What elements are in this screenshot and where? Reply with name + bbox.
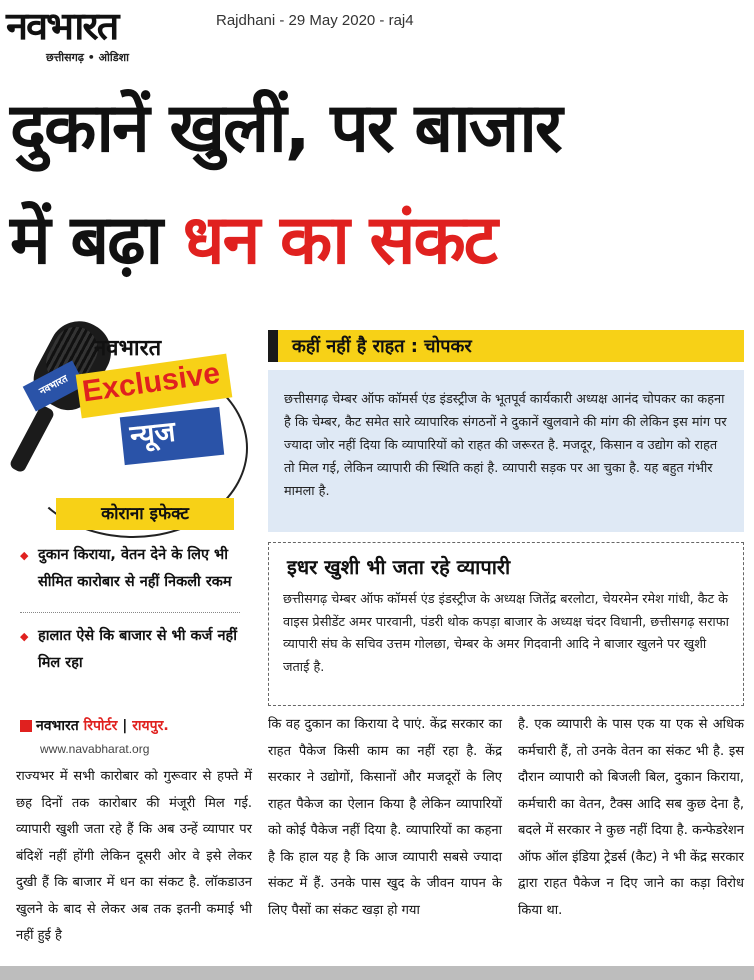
bottom-band <box>0 966 754 980</box>
website-url: www.navabharat.org <box>40 742 150 756</box>
byline-city: रायपुर. <box>132 718 169 734</box>
article-column-2: कि वह दुकान का किराया दे पाएं. केंद्र सरकार का राहत पैकेज किसी काम का नहीं रहा है. केंद्र सरकार ने उद्योगों, किसानों और मजदूरों के लिए राहत पैकेज का ऐलान किया है लेकिन व्यापारियों को कोई पैकेज नहीं दिया है. व्यापारियों का कहना है कि हाल यह है कि आज व्यापारी सबसे ज्यादा संकट में हैं. उनके पास खुद के जीवन यापन के लिए पैसों का संकट खड़ा हो गया <box>268 717 502 918</box>
byline-square-icon <box>20 720 32 732</box>
chopkar-quote-box: छत्तीसगढ़ चेम्बर ऑफ कॉमर्स एंड इंडस्ट्रीज के भूतपूर्व कार्यकारी अध्यक्ष आनंद चोपकर का कहना है कि चेम्बर, कैट समेत सारे व्यापारिक संगठनों ने दुकानें खुलवाने की मांग की लेकिन इस मांग पर ज्यादा जोर नहीं दिया कि व्यापारियों को राहत की जरूरत है. मजदूर, किसान व उद्योग को राहत तो मिल गई, लेकिन व्यापारी की स्थिति कहां है. व्यापारी सड़क पर आ चुका है. यह बहुत गंभीर मामला है. <box>268 370 744 532</box>
headline-line-2 <box>10 200 750 282</box>
newspaper-logo <box>6 4 196 66</box>
bullet-item: ◆ हालात ऐसे कि बाजार से भी कर्ज नहीं मिल रहा <box>20 623 240 677</box>
byline: नवभारत रिपोर्टर | रायपुर. <box>20 716 169 735</box>
article-column-1: राज्यभर में सभी कारोबार को गुरूवार से हफ्ते में छह दिनों तक कारोबार की मंजूरी मिल गई. व्यापारी खुशी जता रहे हैं कि अब उन्हें व्यापार पर बंदिशें नहीं होंगी लेकिन दूसरी ओर वे इसे लेकर दुखी हैं कि बाजार में धन का संकट है. लॉकडाउन खुलने के बाद से लेकर अब तक इतनी कमाई भी नहीं हुई है <box>16 769 252 943</box>
exclusive-word: Exclusive <box>80 356 222 409</box>
headline-line-1: दुकानें खुलीं, पर बाजार <box>10 89 561 168</box>
logo-text: नवभारत <box>6 4 118 48</box>
logo-states: छत्तीसगढ़ • ओडिशा <box>46 51 129 64</box>
article-column-3: है. एक व्यापारी के पास एक या एक से अधिक कर्मचारी हैं, तो उनके वेतन का संकट भी है. इस दौरान व्यापारी को बिजली बिल, दुकान किराया, कर्मचारी का वेतन, टैक्स आदि सब कुछ देना है, बदले में सरकार ने कुछ नहीं दिया है. कन्फेडरेशन ऑफ ऑल इंडिया ट्रेडर्स (कैट) ने भी केंद्र सरकार द्वारा राहत पैकेज न दिए जाने का कड़ा विरोध किया था. <box>518 717 744 918</box>
khushi-title: इधर खुशी भी जता रहे व्यापारी <box>287 555 511 579</box>
chopkar-header <box>268 330 744 362</box>
khushi-body: छत्तीसगढ़ चेम्बर ऑफ कॉमर्स एंड इंडस्ट्रीज के अध्यक्ष जितेंद्र बरलोटा, चेयरमेन रमेश गांधी, कैट के वाइस प्रेसीडेंट अमर पारवानी, पंडरी थोक कपड़ा बाजार के अध्यक्ष चंदर विधानी, छत्तीसगढ़ सराफा व्यापारी संघ के सचिव उत्तम गोलछा, चेम्बर के अमर गिदवानी आदि ने बाजार खुलने पर खुशी जताई है. <box>283 592 729 675</box>
chopkar-title: कहीं नहीं है राहत : चोपकर <box>292 336 472 357</box>
masthead <box>0 0 754 70</box>
exclusive-news-panel <box>18 318 250 533</box>
microphone-badge: नवभारत <box>23 360 86 411</box>
headline-highlight: धन का संकट <box>182 201 496 280</box>
dateline: Rajdhani - 29 May 2020 - raj4 <box>216 12 414 29</box>
corona-effect-tag: कोराना इफेक्ट <box>56 498 234 530</box>
khushi-box <box>268 542 744 706</box>
news-word: न्यूज <box>128 414 177 453</box>
bullet-item: ◆ दुकान किराया, वेतन देने के लिए भी सीमित कारोबार से नहीं निकली रकम <box>20 542 240 596</box>
highlight-bullets <box>20 542 240 677</box>
exclusive-brand: नवभारत <box>94 336 162 361</box>
bullet-divider <box>20 612 240 613</box>
byline-brand: नवभारत <box>36 718 79 734</box>
headline-prefix: में बढ़ा <box>10 201 162 280</box>
byline-reporter: रिपोर्टर <box>83 718 118 734</box>
